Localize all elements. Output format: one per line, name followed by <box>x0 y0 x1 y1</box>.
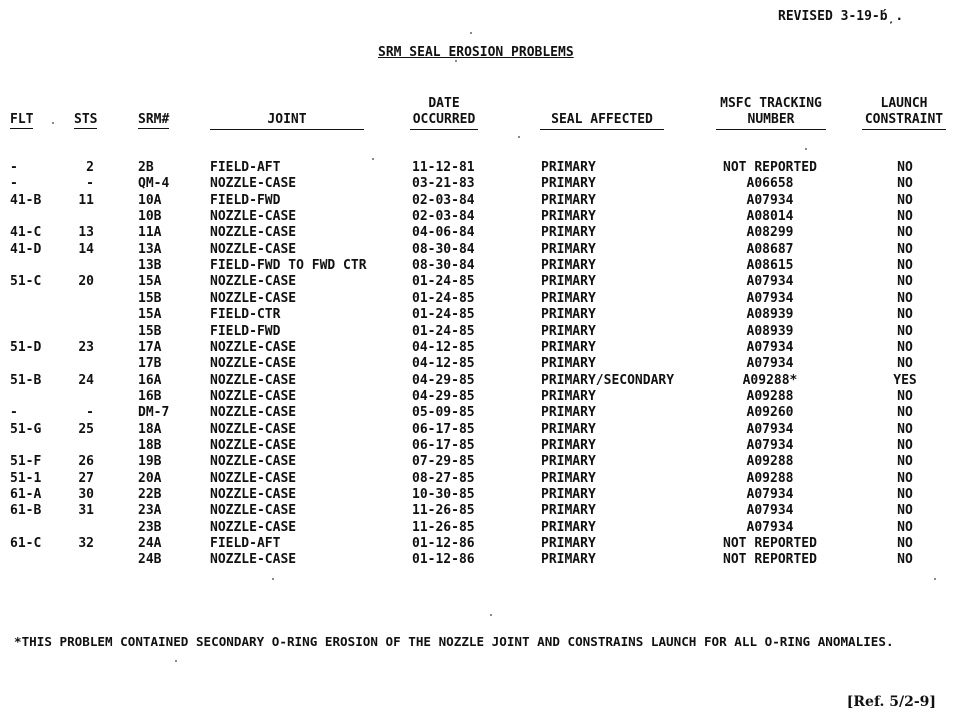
row-tracking-number: A08299 <box>746 225 794 241</box>
row-launch-constraint: NO <box>897 421 913 437</box>
row-joint: FIELD-FWD <box>210 323 281 339</box>
table-row <box>0 307 958 323</box>
row-date: 01-24-85 <box>412 290 475 306</box>
row-launch-constraint: NO <box>897 519 913 535</box>
row-joint: NOZZLE-CASE <box>210 225 297 241</box>
table-row <box>0 487 958 503</box>
header-joint <box>210 112 364 130</box>
row-tracking-number: A09288 <box>746 388 794 404</box>
table-row <box>0 340 958 356</box>
table-row <box>0 176 958 192</box>
row-srm: 20A <box>138 470 162 486</box>
row-tracking-number: A06658 <box>746 176 794 192</box>
row-date: 11-12-81 <box>412 160 475 175</box>
table-row <box>0 291 958 307</box>
row-tracking-number: A08014 <box>746 209 794 225</box>
row-seal-affected: PRIMARY <box>541 307 596 323</box>
row-seal-affected: PRIMARY <box>541 519 596 535</box>
row-srm: 10B <box>138 209 162 225</box>
row-tracking-number: A09288* <box>742 372 798 388</box>
row-date: 04-12-85 <box>412 356 475 372</box>
header-srm-label: SRM# <box>138 112 170 127</box>
row-seal-affected: PRIMARY <box>541 536 596 552</box>
table-row <box>0 503 958 519</box>
row-joint: NOZZLE-CASE <box>210 503 297 519</box>
header-tracking-bottom: NUMBER <box>716 112 826 130</box>
row-tracking-number: A08939 <box>746 307 794 323</box>
table-row <box>0 520 958 536</box>
scan-speck <box>175 660 177 662</box>
row-srm: 24A <box>138 536 162 552</box>
table-row <box>0 389 958 405</box>
row-srm: 17A <box>138 339 162 355</box>
scan-speck <box>934 578 936 580</box>
header-lc-top: LAUNCH <box>880 96 928 111</box>
row-flight: - <box>10 405 18 421</box>
row-joint: NOZZLE-CASE <box>210 421 297 437</box>
row-launch-constraint: NO <box>897 503 913 519</box>
row-flight: 51-B <box>10 372 42 388</box>
row-launch-constraint: NO <box>897 323 913 339</box>
row-date: 08-30-84 <box>412 258 475 274</box>
row-srm: 15B <box>138 290 162 306</box>
row-tracking-number: NOT REPORTED <box>723 536 817 552</box>
row-seal-affected: PRIMARY <box>541 405 596 421</box>
scan-speck <box>455 60 457 62</box>
row-joint: NOZZLE-CASE <box>210 388 297 404</box>
row-date: 11-26-85 <box>412 519 475 535</box>
row-date: 07-29-85 <box>412 454 475 470</box>
table-row <box>0 454 958 470</box>
row-tracking-number: A07934 <box>746 519 794 535</box>
row-tracking-number: A08687 <box>746 241 794 257</box>
row-srm: 18B <box>138 437 162 453</box>
row-tracking-number: A07934 <box>746 192 794 208</box>
table-row <box>0 405 958 421</box>
row-srm: 15A <box>138 274 162 290</box>
row-sts: 30 <box>78 487 94 502</box>
row-flight: 41-C <box>10 225 42 241</box>
row-launch-constraint: NO <box>897 437 913 453</box>
header-joint-label: JOINT <box>210 112 364 130</box>
row-flight: 41-B <box>10 192 42 208</box>
row-srm: 24B <box>138 552 162 568</box>
row-seal-affected: PRIMARY <box>541 176 596 192</box>
row-joint: NOZZLE-CASE <box>210 290 297 306</box>
row-joint: FIELD-AFT <box>210 536 281 552</box>
row-srm: 16B <box>138 388 162 404</box>
row-joint: NOZZLE-CASE <box>210 487 297 502</box>
row-seal-affected: PRIMARY <box>541 290 596 306</box>
row-launch-constraint: NO <box>897 454 913 470</box>
row-tracking-number: A07934 <box>746 274 794 290</box>
row-joint: NOZZLE-CASE <box>210 209 297 225</box>
revised-date: REVISED 3-19-́b̦. <box>778 9 904 24</box>
row-joint: FIELD-FWD TO FWD CTR <box>210 258 367 274</box>
row-srm: 18A <box>138 421 162 437</box>
row-launch-constraint: NO <box>897 160 913 175</box>
header-flt <box>10 112 33 128</box>
header-tracking <box>716 96 826 130</box>
row-tracking-number: NOT REPORTED <box>723 552 817 568</box>
header-flt-label: FLT <box>10 112 34 127</box>
table-row <box>0 536 958 552</box>
row-tracking-number: A08615 <box>746 258 794 274</box>
table-row <box>0 471 958 487</box>
row-date: 08-27-85 <box>412 470 475 486</box>
document-title: SRM SEAL EROSION PROBLEMS <box>378 45 574 60</box>
row-srm: QM-4 <box>138 176 170 192</box>
row-flight: 51-1 <box>10 470 42 486</box>
row-joint: NOZZLE-CASE <box>210 437 297 453</box>
table-row <box>0 356 958 372</box>
row-date: 05-09-85 <box>412 405 475 421</box>
row-joint: NOZZLE-CASE <box>210 339 297 355</box>
row-sts: 27 <box>78 470 94 486</box>
row-launch-constraint: NO <box>897 552 913 568</box>
row-date: 06-17-85 <box>412 421 475 437</box>
row-date: 02-03-84 <box>412 209 475 225</box>
row-srm: 22B <box>138 487 162 502</box>
row-flight: 41-D <box>10 241 42 257</box>
row-launch-constraint: NO <box>897 536 913 552</box>
header-tracking-top: MSFC TRACKING <box>720 96 822 111</box>
row-joint: FIELD-CTR <box>210 307 281 323</box>
table-row <box>0 242 958 258</box>
row-date: 06-17-85 <box>412 437 475 453</box>
scan-speck <box>490 614 492 616</box>
table-row <box>0 258 958 274</box>
row-tracking-number: A08939 <box>746 323 794 339</box>
footnote: *THIS PROBLEM CONTAINED SECONDARY O-RING EROSION OF THE NOZZLE JOINT AND CONSTRAINS LAUNCH FOR ALL O-RING ANOMALIES. <box>14 634 894 649</box>
row-srm: 15A <box>138 307 162 323</box>
row-launch-constraint: NO <box>897 274 913 290</box>
scan-speck <box>518 136 520 138</box>
row-srm: 11A <box>138 225 162 241</box>
row-flight: 51-G <box>10 421 42 437</box>
row-date: 01-12-86 <box>412 536 475 552</box>
row-sts: - <box>86 405 94 421</box>
header-date-bottom: OCCURRED <box>410 112 478 130</box>
row-sts: 20 <box>78 274 94 290</box>
scan-speck <box>372 158 374 160</box>
row-tracking-number: A07934 <box>746 421 794 437</box>
row-date: 11-26-85 <box>412 503 475 519</box>
row-joint: NOZZLE-CASE <box>210 405 297 421</box>
scan-speck <box>805 148 807 150</box>
row-tracking-number: A09288 <box>746 454 794 470</box>
row-flight: 61-C <box>10 536 42 552</box>
scan-speck <box>470 32 472 34</box>
header-srm <box>138 112 169 128</box>
row-flight: 51-C <box>10 274 42 290</box>
row-launch-constraint: NO <box>897 405 913 421</box>
row-launch-constraint: NO <box>897 290 913 306</box>
row-sts: 2 <box>86 160 94 175</box>
row-joint: NOZZLE-CASE <box>210 356 297 372</box>
row-launch-constraint: NO <box>897 241 913 257</box>
scan-speck <box>52 122 54 124</box>
row-joint: NOZZLE-CASE <box>210 372 297 388</box>
row-date: 01-24-85 <box>412 323 475 339</box>
reference-label: [Ref. 5/2-9] <box>846 694 936 710</box>
row-tracking-number: A09260 <box>746 405 794 421</box>
row-launch-constraint: NO <box>897 388 913 404</box>
row-srm: DM-7 <box>138 405 170 421</box>
table-row <box>0 373 958 389</box>
row-srm: 17B <box>138 356 162 372</box>
row-sts: 26 <box>78 454 94 470</box>
row-joint: NOZZLE-CASE <box>210 470 297 486</box>
row-flight: - <box>10 176 18 192</box>
header-seal-label: SEAL AFFECTED <box>540 112 664 130</box>
row-seal-affected: PRIMARY <box>541 454 596 470</box>
row-flight: 51-F <box>10 454 42 470</box>
row-flight: - <box>10 160 18 175</box>
row-seal-affected: PRIMARY <box>541 503 596 519</box>
row-date: 02-03-84 <box>412 192 475 208</box>
row-date: 01-24-85 <box>412 274 475 290</box>
row-launch-constraint: NO <box>897 258 913 274</box>
table-row <box>0 422 958 438</box>
row-joint: NOZZLE-CASE <box>210 274 297 290</box>
scan-speck <box>272 578 274 580</box>
row-seal-affected: PRIMARY/SECONDARY <box>541 372 675 388</box>
row-seal-affected: PRIMARY <box>541 437 596 453</box>
row-joint: NOZZLE-CASE <box>210 519 297 535</box>
row-launch-constraint: YES <box>893 372 917 388</box>
row-sts: 23 <box>78 339 94 355</box>
row-joint: FIELD-FWD <box>210 192 281 208</box>
table-row <box>0 225 958 241</box>
row-seal-affected: PRIMARY <box>541 470 596 486</box>
row-tracking-number: A09288 <box>746 470 794 486</box>
header-seal <box>540 112 664 130</box>
row-tracking-number: A07934 <box>746 487 794 502</box>
row-tracking-number: A07934 <box>746 356 794 372</box>
row-flight: 61-A <box>10 487 42 502</box>
row-launch-constraint: NO <box>897 192 913 208</box>
row-date: 01-12-86 <box>412 552 475 568</box>
row-flight: 51-D <box>10 339 42 355</box>
row-launch-constraint: NO <box>897 209 913 225</box>
row-date: 04-29-85 <box>412 388 475 404</box>
table-row <box>0 193 958 209</box>
header-date-top: DATE <box>428 96 460 111</box>
row-sts: 31 <box>78 503 94 519</box>
row-sts: - <box>86 176 94 192</box>
row-srm: 19B <box>138 454 162 470</box>
row-launch-constraint: NO <box>897 470 913 486</box>
row-date: 04-29-85 <box>412 372 475 388</box>
row-seal-affected: PRIMARY <box>541 225 596 241</box>
row-seal-affected: PRIMARY <box>541 552 596 568</box>
row-joint: NOZZLE-CASE <box>210 241 297 257</box>
row-launch-constraint: NO <box>897 176 913 192</box>
row-seal-affected: PRIMARY <box>541 356 596 372</box>
row-seal-affected: PRIMARY <box>541 323 596 339</box>
row-sts: 24 <box>78 372 94 388</box>
row-date: 01-24-85 <box>412 307 475 323</box>
row-launch-constraint: NO <box>897 356 913 372</box>
row-date: 03-21-83 <box>412 176 475 192</box>
row-seal-affected: PRIMARY <box>541 421 596 437</box>
row-seal-affected: PRIMARY <box>541 209 596 225</box>
row-srm: 16A <box>138 372 162 388</box>
table-row <box>0 324 958 340</box>
row-srm: 2B <box>138 160 154 175</box>
row-seal-affected: PRIMARY <box>541 388 596 404</box>
header-date <box>410 96 478 130</box>
row-launch-constraint: NO <box>897 307 913 323</box>
row-srm: 13A <box>138 241 162 257</box>
header-launch-constraint <box>862 96 946 130</box>
row-sts: 13 <box>78 225 94 241</box>
table-row <box>0 209 958 225</box>
row-seal-affected: PRIMARY <box>541 160 596 175</box>
row-date: 10-30-85 <box>412 487 475 502</box>
table-row <box>0 274 958 290</box>
row-launch-constraint: NO <box>897 487 913 502</box>
row-launch-constraint: NO <box>897 225 913 241</box>
row-srm: 23B <box>138 519 162 535</box>
row-tracking-number: A07934 <box>746 290 794 306</box>
row-tracking-number: A07934 <box>746 437 794 453</box>
header-sts <box>74 112 97 128</box>
row-sts: 11 <box>78 192 94 208</box>
header-lc-bottom: CONSTRAINT <box>862 112 946 130</box>
row-seal-affected: PRIMARY <box>541 258 596 274</box>
row-joint: FIELD-AFT <box>210 160 281 175</box>
row-srm: 23A <box>138 503 162 519</box>
row-seal-affected: PRIMARY <box>541 487 596 502</box>
row-date: 08-30-84 <box>412 241 475 257</box>
row-srm: 10A <box>138 192 162 208</box>
row-tracking-number: NOT REPORTED <box>723 160 817 175</box>
table-row <box>0 160 958 176</box>
row-seal-affected: PRIMARY <box>541 192 596 208</box>
row-sts: 32 <box>78 536 94 552</box>
row-launch-constraint: NO <box>897 339 913 355</box>
row-tracking-number: A07934 <box>746 503 794 519</box>
row-flight: 61-B <box>10 503 42 519</box>
row-sts: 14 <box>78 241 94 257</box>
row-date: 04-12-85 <box>412 339 475 355</box>
row-seal-affected: PRIMARY <box>541 339 596 355</box>
table-row <box>0 552 958 568</box>
row-joint: NOZZLE-CASE <box>210 454 297 470</box>
row-tracking-number: A07934 <box>746 339 794 355</box>
header-sts-label: STS <box>74 112 98 127</box>
table-row <box>0 438 958 454</box>
row-date: 04-06-84 <box>412 225 475 241</box>
row-srm: 13B <box>138 258 162 274</box>
row-seal-affected: PRIMARY <box>541 241 596 257</box>
row-joint: NOZZLE-CASE <box>210 176 297 192</box>
row-seal-affected: PRIMARY <box>541 274 596 290</box>
row-srm: 15B <box>138 323 162 339</box>
row-joint: NOZZLE-CASE <box>210 552 297 568</box>
row-sts: 25 <box>78 421 94 437</box>
